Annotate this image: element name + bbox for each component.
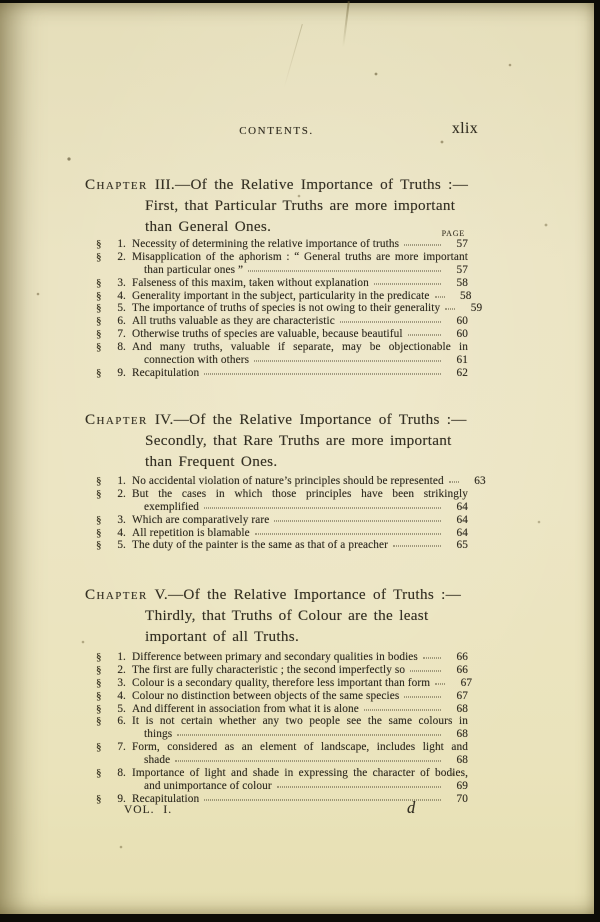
entry-text: Importance of light and shade in expressing the character of bodies, [132, 767, 468, 780]
dot-leader [175, 761, 441, 762]
chapter-5-heading [85, 584, 462, 648]
chapter-word: Chapter [85, 176, 148, 193]
entry-text: Colour no distinction between objects of the same species [132, 689, 400, 702]
dot-leader [435, 683, 445, 684]
entry-text: things [144, 728, 173, 741]
chapter-subtitle-line: than Frequent Ones. [145, 453, 278, 471]
section-mark: § [96, 315, 102, 328]
entry-number: 5. [117, 539, 126, 552]
toc-entry-line [96, 475, 486, 488]
entry-page-number: 64 [456, 500, 468, 513]
entry-number: 9. [117, 792, 126, 805]
entry-text: Misapplication of the aphorism : “ General truths are more important [132, 250, 468, 263]
toc-entry-line [96, 328, 468, 341]
dot-leader [364, 709, 441, 710]
entry-text: Difference between primary and secondary qualities in bodies [132, 651, 418, 663]
dot-leader [277, 786, 441, 787]
section-mark: § [96, 328, 102, 341]
toc-entry-line [96, 501, 468, 514]
entry-page-number: 61 [456, 354, 468, 367]
toc-entry-line [96, 302, 483, 315]
dot-leader [177, 735, 441, 736]
toc-entry-line [96, 289, 472, 303]
section-mark: § [96, 689, 102, 702]
section-mark: § [96, 366, 102, 379]
entry-number: 2. [117, 663, 126, 676]
entry-text: And different in association from what it is alone [132, 702, 359, 715]
dot-leader [374, 283, 441, 284]
dot-leader [204, 799, 441, 800]
chapter-word: Chapter [85, 411, 148, 428]
entry-number: 3. [117, 276, 126, 289]
entry-number: 1. [117, 651, 126, 663]
toc-entry-line [96, 514, 468, 527]
signature-mark: d [407, 798, 416, 817]
entry-page-number: 64 [456, 526, 468, 539]
section-mark: § [96, 475, 102, 487]
section-mark: § [96, 767, 102, 780]
toc-entry-line [96, 780, 468, 793]
entry-page-number: 62 [456, 366, 468, 379]
dot-leader [435, 296, 445, 297]
entry-number: 7. [117, 741, 126, 754]
entry-number: 4. [117, 526, 126, 539]
entry-text: All repetition is blamable [132, 526, 250, 539]
chapter-4-heading [85, 409, 467, 473]
section-mark: § [96, 276, 102, 289]
entry-text: Necessity of determining the relative importance of truths [132, 238, 400, 250]
entry-page-number: 69 [456, 779, 468, 792]
toc-entry-line [96, 277, 468, 290]
entry-number: 9. [117, 366, 126, 379]
dot-leader [204, 373, 441, 374]
entry-page-number: 68 [456, 702, 468, 715]
entry-number: 5. [117, 302, 126, 315]
section-mark: § [96, 702, 102, 715]
toc-entry-line [96, 341, 468, 354]
dot-leader [449, 482, 459, 483]
entry-page-number: 60 [456, 315, 468, 328]
entry-text: And many truths, valuable if separate, may be objectionable in [132, 341, 468, 354]
dot-leader [254, 361, 441, 362]
entry-number: 4. [117, 689, 126, 702]
entry-text: connection with others [144, 354, 250, 367]
section-mark: § [96, 715, 102, 728]
entry-number: 2. [117, 487, 126, 500]
entry-page-number: 63 [474, 475, 486, 487]
entry-page-number: 58 [460, 289, 472, 302]
entry-number: 7. [117, 328, 126, 341]
entry-text: exemplified [144, 500, 200, 513]
entry-page-number: 65 [456, 539, 468, 552]
entry-text: Falseness of this maxim, taken without explanation [132, 276, 369, 289]
toc-entry-line [96, 767, 468, 780]
volume-label: VOL. I. [124, 804, 173, 816]
section-mark: § [96, 513, 102, 526]
paper-specks [0, 3, 2, 5]
entry-page-number: 70 [456, 792, 468, 805]
toc-entry-line [96, 664, 468, 677]
entry-page-number: 58 [456, 276, 468, 289]
running-header: CONTENTS. [239, 125, 314, 137]
section-mark: § [96, 651, 102, 663]
toc-entry-line [96, 264, 468, 277]
section-mark: § [96, 341, 102, 354]
entry-text: The importance of truths of species is not owing to their generality [132, 302, 441, 315]
section-mark: § [96, 741, 102, 754]
entry-number: 6. [117, 715, 126, 728]
chapter-subtitle-line: important of all Truths. [145, 628, 300, 646]
dot-leader [393, 546, 441, 547]
entry-number: 5. [117, 702, 126, 715]
chapter-5-toc-entries [96, 651, 473, 806]
entry-text: Which are comparatively rare [132, 513, 270, 526]
toc-entry-line [96, 367, 468, 380]
toc-entry-line [96, 741, 468, 754]
entry-text: All truths valuable as they are characteristic [132, 315, 335, 328]
entry-number: 1. [117, 475, 126, 487]
section-mark: § [96, 250, 102, 263]
entry-number: 8. [117, 341, 126, 354]
dot-leader [410, 670, 441, 671]
toc-entry-line [96, 728, 468, 741]
entry-text: No accidental violation of nature’s principles should be represented [132, 475, 444, 487]
section-mark: § [96, 663, 102, 676]
toc-entry-line [96, 488, 468, 501]
toc-entry-line [96, 354, 468, 367]
entry-page-number: 68 [456, 754, 468, 767]
chapter-title-line: Chapter IV.—Of the Relative Importance of Truths :— [85, 411, 467, 428]
dot-leader [404, 245, 441, 246]
toc-entry-line [96, 251, 468, 264]
dot-leader [248, 270, 441, 271]
entry-page-number: 59 [470, 302, 483, 315]
entry-text: shade [144, 754, 171, 767]
entry-page-number: 66 [456, 651, 468, 663]
entry-number: 6. [117, 315, 126, 328]
entry-text: Form, considered as an element of landscape, includes light and [132, 741, 468, 754]
toc-entry-line [96, 539, 468, 552]
entry-text: But the cases in which those principles have been strikingly [132, 487, 468, 500]
dot-leader [423, 658, 441, 659]
dot-leader [274, 520, 441, 521]
chapter-title-line: Chapter III.—Of the Relative Importance of Truths :— [85, 176, 469, 193]
section-mark: § [96, 289, 102, 302]
chapter-subtitle-line: Secondly, that Rare Truths are more important [145, 432, 452, 450]
entry-number: 2. [117, 250, 126, 263]
dot-leader [255, 533, 441, 534]
chapter-title-line: Chapter V.—Of the Relative Importance of Truths :— [85, 586, 462, 603]
dot-leader [340, 322, 441, 323]
toc-entry-line [96, 315, 468, 328]
dot-leader [204, 507, 441, 508]
entry-page-number: 66 [456, 663, 468, 676]
entry-number: 8. [117, 767, 126, 780]
toc-entry-line [96, 676, 473, 690]
toc-entry-line [96, 690, 468, 703]
entry-text: than particular ones ” [144, 263, 244, 276]
entry-page-number: 67 [460, 676, 473, 689]
section-mark: § [96, 539, 102, 552]
toc-entry-line [96, 715, 468, 728]
entry-text: Recapitulation [132, 366, 200, 379]
toc-entry-line [96, 238, 468, 251]
entry-text: Otherwise truths of species are valuable, because beautiful [132, 328, 403, 341]
entry-text: The first are fully characteristic ; the second imperfectly so [132, 663, 406, 676]
section-mark: § [96, 676, 102, 689]
entry-page-number: 67 [456, 689, 468, 702]
chapter-subtitle-line: First, that Particular Truths are more important [145, 197, 456, 215]
entry-text: Recapitulation [132, 792, 200, 805]
entry-number: 4. [117, 289, 126, 302]
entry-text: The duty of the painter is the same as that of a preacher [132, 539, 389, 552]
chapter-subtitle-line: than General Ones. [145, 218, 272, 236]
entry-text: and unimportance of colour [144, 779, 272, 792]
paper-crease [342, 1, 349, 47]
chapter-word: Chapter [85, 586, 148, 603]
toc-entry-line [96, 651, 468, 664]
section-mark: § [96, 302, 102, 315]
chapter-4-toc-entries [96, 475, 486, 552]
page-column-label: PAGE [441, 229, 465, 238]
entry-number: 3. [117, 676, 126, 689]
entry-page-number: 57 [456, 263, 468, 276]
page-surface [0, 3, 594, 914]
section-mark: § [96, 526, 102, 539]
toc-entry-line [96, 754, 468, 767]
page-number: xlix [452, 120, 479, 137]
entry-text: Colour is a secondary quality, therefore less important than form [132, 676, 431, 689]
entry-text: It is not certain whether any two people see the same colours in [132, 715, 468, 728]
entry-page-number: 60 [456, 328, 468, 341]
entry-page-number: 68 [456, 728, 468, 741]
section-mark: § [96, 238, 102, 250]
chapter-subtitle-line: Thirdly, that Truths of Colour are the least [145, 607, 429, 625]
toc-entry-line [96, 703, 468, 716]
chapter-3-toc-entries [96, 238, 483, 380]
entry-number: 3. [117, 513, 126, 526]
dot-leader [445, 309, 455, 310]
entry-text: Generality important in the subject, particularity in the predicate [132, 289, 430, 302]
entry-page-number: 64 [456, 513, 468, 526]
toc-entry-line [96, 527, 468, 540]
entry-page-number: 57 [456, 238, 468, 250]
section-mark: § [96, 792, 102, 805]
dot-leader [408, 335, 441, 336]
entry-number: 1. [117, 238, 126, 250]
dot-leader [404, 696, 441, 697]
section-mark: § [96, 487, 102, 500]
